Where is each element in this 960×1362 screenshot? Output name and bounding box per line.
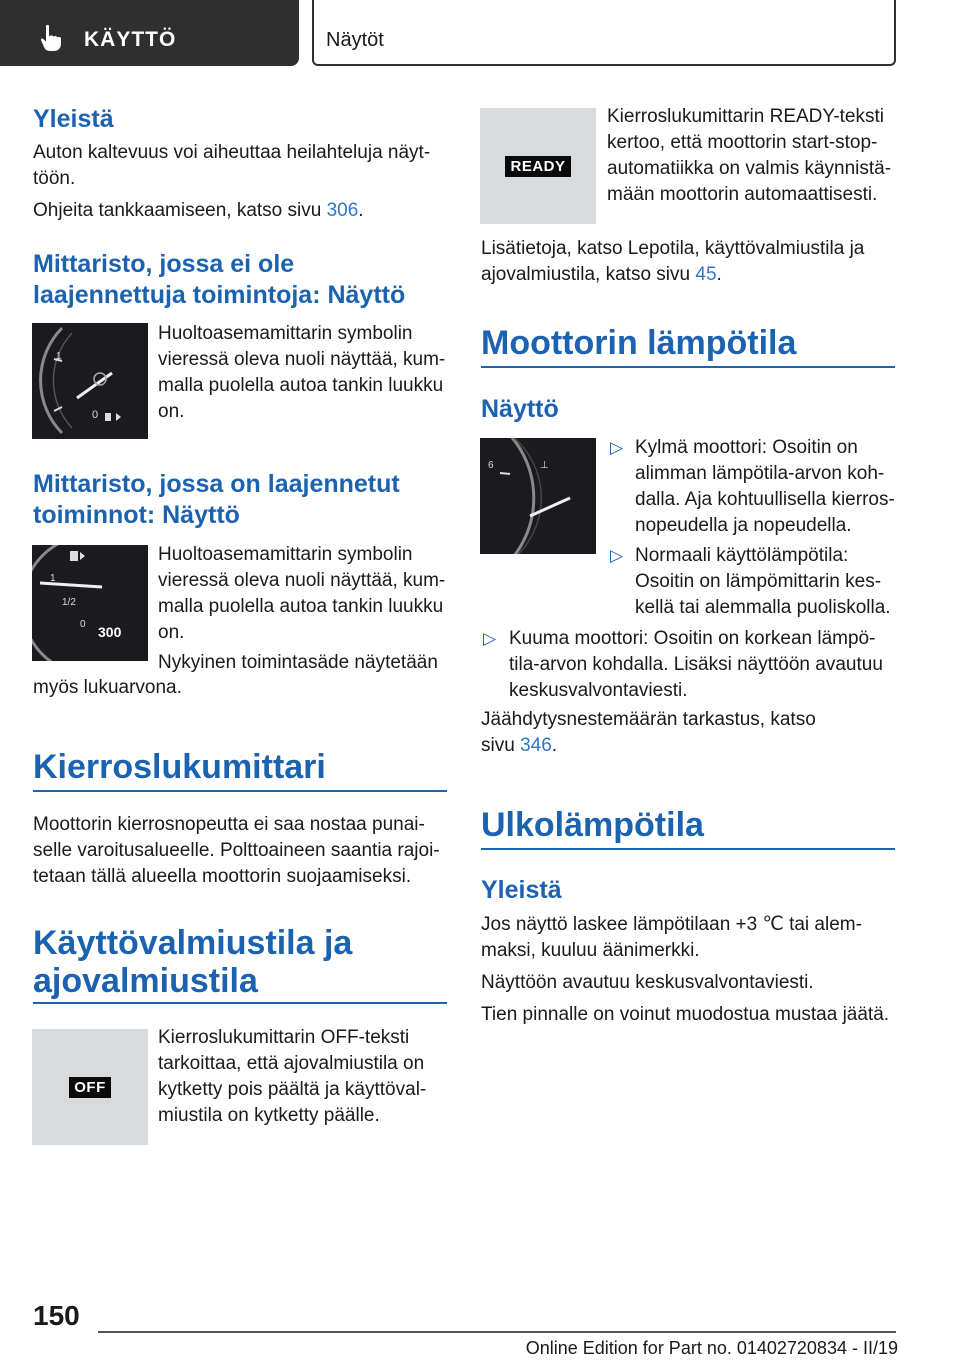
text-line: kytketty pois päältä ja käyttöval‐ — [158, 1079, 427, 1100]
ulkolampotila-heading: Ulkolämpötila — [481, 806, 704, 844]
text-line: Huoltoasemamittarin symbolin — [158, 323, 413, 344]
text-line: on. — [158, 401, 185, 422]
heading-rule — [33, 1002, 447, 1004]
text-line: automatiikka on valmis käynnistä‐ — [607, 158, 892, 179]
text-line: Lisätietoja, katso Lepotila, käyttövalmiustila ja — [481, 238, 865, 259]
text-line: alimman lämpötila-arvon koh‐ — [635, 463, 885, 484]
heading-line: Mittaristo, jossa on laajennetut — [33, 470, 400, 498]
mittaristo2-text — [158, 542, 445, 646]
page-number: 150 — [33, 1300, 80, 1331]
text-line: tila-arvon kohdalla. Lisäksi näyttöön avautuu — [509, 654, 883, 675]
section-title: Näytöt — [326, 29, 384, 51]
text-line: Huoltoasemamittarin symbolin — [158, 544, 413, 565]
text-line: tarkoittaa, että ajovalmiustila on — [158, 1053, 425, 1074]
ulko-paragraph-1 — [481, 912, 862, 964]
text-line: Kierroslukumittarin READY-teksti — [607, 106, 884, 127]
heading-rule — [481, 366, 895, 368]
mittaristo2-heading — [33, 469, 400, 531]
text-span: ajovalmiustila, katso sivu — [481, 264, 696, 285]
text-line: mään moottorin automaattisesti. — [607, 184, 878, 205]
text-span: . — [716, 264, 722, 285]
lisatietoja-paragraph — [481, 236, 864, 288]
ready-text — [607, 104, 891, 208]
text-line: malla puolella autoa tankin luukku — [158, 375, 444, 396]
yleista-heading: Yleistä — [33, 105, 114, 133]
text-line: kertoo, että moottorin start-stop- — [607, 132, 878, 153]
heading-rule — [33, 790, 447, 792]
text-span: sivu — [481, 735, 521, 756]
off-text — [158, 1025, 426, 1129]
mittaristo2-extra-line1: Nykyinen toimintasäde näytetään — [158, 652, 438, 673]
bullet-normal-temp — [635, 543, 891, 621]
text-line: Kuuma moottori: Osoitin on korkean lämpö‐ — [509, 628, 876, 649]
text-line: tetaan tällä alueella moottorin suojaamiseksi. — [33, 866, 412, 887]
ulko-yleista-heading: Yleistä — [481, 876, 562, 904]
kierroslukumittari-heading: Kierroslukumittari — [33, 748, 326, 786]
text-line: kellä tai alemmalla puoliskolla. — [635, 597, 891, 618]
ready-display-image — [480, 108, 596, 224]
chapter-tab[interactable] — [0, 0, 299, 66]
text-line: Moottorin kierrosnopeutta ei saa nostaa punai‐ — [33, 814, 425, 835]
svg-text:0: 0 — [92, 409, 99, 421]
text-line: selle varoitusalueelle. Polttoaineen saantia rajoi‐ — [33, 840, 440, 861]
footer-edition: Online Edition for Part no. 01402720834 - II/19 — [525, 1338, 898, 1358]
ulko-paragraph-3: Tien pinnalle on voinut muodostua mustaa jäätä. — [481, 1004, 890, 1025]
heading-rule — [481, 848, 895, 850]
svg-text:1: 1 — [56, 351, 62, 362]
text-line: dalla. Aja kohtuullisella kierros‐ — [635, 489, 895, 510]
naytto-heading: Näyttö — [481, 395, 559, 423]
page-link-306[interactable]: 306 — [326, 200, 359, 221]
text-span: . — [551, 735, 558, 756]
heading-line: Käyttövalmiustila ja — [33, 924, 353, 962]
text-line: Kylmä moottori: Osoitin on — [635, 437, 858, 458]
text-line: miustila on kytketty päälle. — [158, 1105, 380, 1126]
fuel-gauge-range-image — [32, 545, 148, 661]
svg-text:1: 1 — [50, 573, 56, 584]
hand-pointer-icon — [36, 23, 66, 53]
triangle-bullet-icon: ▷ — [610, 546, 624, 565]
bullet-hot-engine — [509, 626, 883, 704]
text-line: keskusvalvontaviesti. — [509, 680, 688, 701]
text-line: malla puolella autoa tankin luukku — [158, 596, 444, 617]
text-line: töön. — [33, 168, 76, 189]
triangle-bullet-icon: ▷ — [610, 438, 624, 457]
kierroslukumittari-text — [33, 812, 440, 890]
moottorin-lampotila-heading: Moottorin lämpötila — [481, 324, 797, 362]
off-display-image — [32, 1029, 148, 1145]
jaahdytys-paragraph — [481, 707, 816, 759]
bullet-cold-engine — [635, 435, 895, 539]
range-value: 300 — [98, 624, 122, 640]
mittaristo1-text — [158, 321, 445, 425]
text-line: Jos näyttö laskee lämpötilaan +3 ℃ tai alem‐ — [481, 914, 862, 935]
text-span: Ohjeita tankkaamiseen, katso sivu — [33, 200, 327, 221]
heading-line: Mittaristo, jossa ei ole — [33, 250, 295, 278]
text-line: vieressä oleva nuoli näyttää, kum‐ — [158, 349, 446, 370]
mittaristo1-heading — [33, 249, 405, 311]
text-line: Normaali käyttölämpötila: — [635, 545, 849, 566]
footer-rule — [98, 1331, 896, 1333]
fuel-gauge-image — [32, 323, 148, 439]
text-line — [481, 733, 816, 759]
triangle-bullet-icon: ▷ — [483, 629, 497, 648]
fuel-gauge-range-drawing — [32, 545, 148, 661]
chapter-tab-label: KÄYTTÖ — [84, 28, 177, 51]
text-line: Kierroslukumittarin OFF-teksti — [158, 1027, 410, 1048]
text-line: vieressä oleva nuoli näyttää, kum‐ — [158, 570, 446, 591]
temperature-gauge-drawing — [480, 438, 596, 554]
mittaristo2-extra-line2: myös lukuarvona. — [33, 677, 182, 698]
heading-line: ajovalmiustila — [33, 962, 258, 1000]
text-line: nopeudella ja nopeudella. — [635, 515, 852, 536]
yleista-paragraph-1 — [33, 140, 430, 192]
text-line: on. — [158, 622, 185, 643]
heading-line: toiminnot: Näyttö — [33, 501, 240, 529]
svg-text:6: 6 — [488, 460, 494, 471]
section-title-box — [312, 0, 896, 66]
svg-text:⊥: ⊥ — [540, 460, 549, 471]
text-line: Osoitin on lämpömittarin kes‐ — [635, 571, 882, 592]
text-line — [481, 262, 864, 288]
page-link-45[interactable]: 45 — [695, 264, 717, 285]
text-line: Auton kaltevuus voi aiheuttaa heilahteluja näyt‐ — [33, 142, 431, 163]
text-line: Jäähdytysnestemäärän tarkastus, katso — [481, 709, 816, 730]
temperature-gauge-image — [480, 438, 596, 554]
ulko-paragraph-2: Näyttöön avautuu keskusvalvontaviesti. — [481, 972, 814, 993]
ready-badge: READY — [505, 156, 570, 177]
off-badge: OFF — [69, 1077, 111, 1098]
kayttovalmiustila-heading — [33, 924, 352, 1000]
text-span: . — [358, 200, 364, 221]
heading-line: laajennettuja toimintoja: Näyttö — [33, 281, 406, 309]
svg-text:0: 0 — [80, 619, 86, 630]
text-line: maksi, kuuluu äänimerkki. — [481, 940, 700, 961]
svg-text:1/2: 1/2 — [62, 597, 76, 608]
yleista-paragraph-2 — [33, 198, 364, 224]
fuel-gauge-drawing — [32, 323, 148, 439]
page-link-346[interactable]: 346 — [520, 735, 552, 756]
